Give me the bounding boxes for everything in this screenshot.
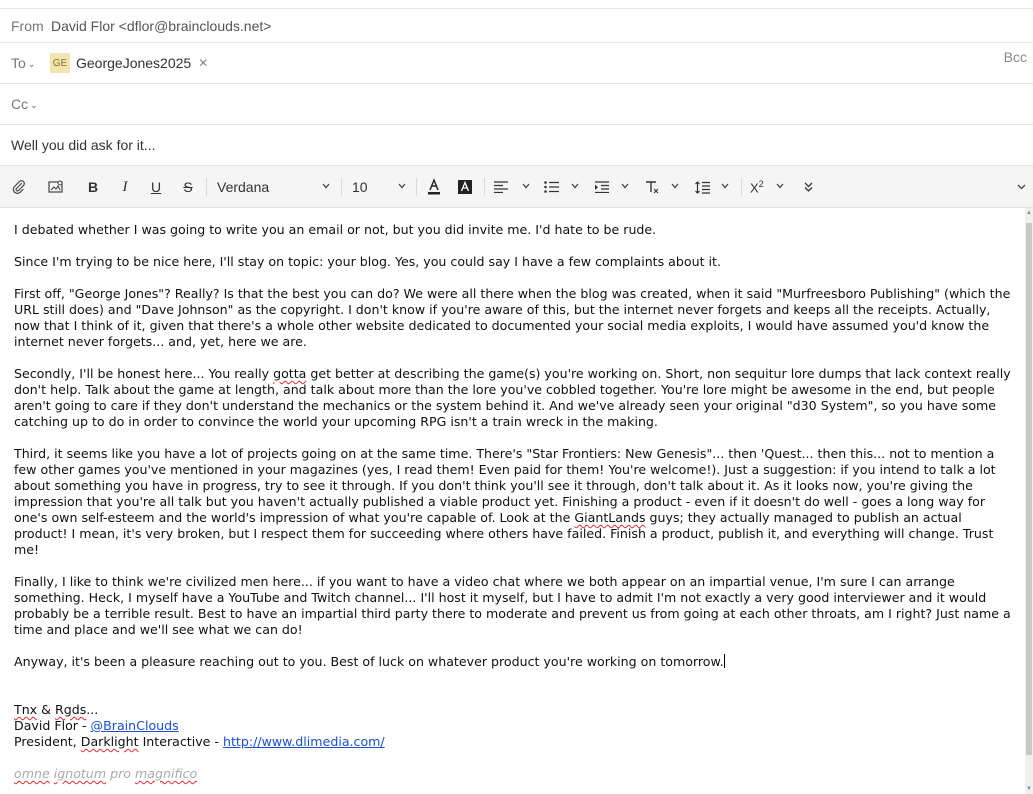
text-color-icon <box>427 178 441 196</box>
chevron-down-icon <box>1017 184 1026 190</box>
toolbar-divider <box>416 178 417 196</box>
body-text: Third, it seems like you have a lot of projects going on at the same time. There's "Star Frontiers: New Genesis"... then 'Quest... then this... not to mention a few other games you've mentioned in your magazines (yes, I read them! Even paid for them! You're welcome!). Just a suggestion: if you intend to talk a lot about something you have in progress, try to see it through. If you don't think you'll see it through, don't talk about it. As it looks now, you're giving the impression that you're all talk but you haven't actually published a viable product yet. Finishing a product - even if it doesn't do well - goes a long way for one's own self-esteem and the world's impression of what you're capable of. Look at the <box>14 446 996 525</box>
misspelled-word[interactable]: GiantLands <box>574 510 646 525</box>
indent-dropdown[interactable] <box>595 166 635 208</box>
misspelled-word[interactable]: Rgds <box>54 702 87 717</box>
signature-name: David Flor - <box>14 718 91 733</box>
to-label: To <box>11 55 26 71</box>
misspelled-word[interactable]: magnifico <box>135 766 198 781</box>
chevron-down-icon <box>322 183 330 189</box>
strikethrough-icon: S <box>183 179 193 195</box>
body-paragraph: I debated whether I was going to write you an email or not, but you did invite me. I'd hate to be rude. <box>14 222 657 237</box>
body-paragraph: Finally, I like to think we're civilized men here... if you want to have a video chat where we both appear on an impartial venue, I'm sure I can arrange something. Heck, I myself have a YouTube and Twitch channel... I'll host it myself, but I have to admit I'm not exactly a very good interviewer and it would probably be a terrible result. Best to have an impartial third party there to moderate and prevent us from going at each other throats, am I right? Just name a time and place and we'll see what we can do! <box>14 574 1011 637</box>
formatting-toolbar <box>0 166 1033 208</box>
from-row <box>0 8 1033 43</box>
body-paragraph <box>14 366 1014 430</box>
chevron-down-icon <box>398 183 406 189</box>
font-family-select[interactable] <box>212 166 334 208</box>
signature-text: pro <box>110 766 131 781</box>
text-cursor <box>724 654 725 668</box>
indent-icon <box>595 181 609 193</box>
chevron-down-icon <box>621 183 629 189</box>
misspelled-word[interactable]: Darklight <box>80 734 139 749</box>
signature-block <box>14 702 1014 782</box>
to-row <box>0 43 1033 84</box>
underline-button[interactable] <box>148 166 164 208</box>
body-text: guys; they actually managed to publish an actual product! I mean, it's very broken, but I respect them for succeeding where others have failed. Finish a product, publish it, and everything will change. Trust me! <box>14 510 994 557</box>
toolbar-divider <box>341 178 342 196</box>
italic-icon: I <box>122 178 128 195</box>
insert-image-button[interactable] <box>47 166 65 208</box>
body-paragraph <box>14 446 1014 558</box>
bullet-list-icon <box>544 181 559 193</box>
superscript-icon: $X^2$ <box>750 178 764 196</box>
chevron-down-icon: ⌄ <box>27 59 36 69</box>
body-text: Anyway, it's been a pleasure reaching out to you. Best of luck on whatever product you're working on tomorrow. <box>14 654 724 669</box>
message-body-editor[interactable] <box>0 208 1033 794</box>
font-size-value: 10 <box>352 179 368 195</box>
from-label: From <box>11 18 44 34</box>
from-value[interactable]: David Flor <dflor@brainclouds.net> <box>51 18 272 34</box>
clear-format-icon <box>645 180 659 194</box>
double-chevron-down-icon <box>804 182 813 192</box>
cc-label: Cc <box>11 96 29 112</box>
body-paragraph <box>14 654 1014 670</box>
align-dropdown[interactable] <box>494 166 534 208</box>
vertical-scrollbar[interactable] <box>1025 208 1033 794</box>
signature-motto <box>14 766 1014 782</box>
subject-input[interactable]: Well you did ask for it... <box>11 137 156 153</box>
handle-link[interactable]: @BrainClouds <box>90 718 179 733</box>
highlight-color-button[interactable] <box>456 166 474 208</box>
recipient-chip[interactable] <box>50 53 208 73</box>
chevron-down-icon <box>721 183 729 189</box>
text-color-button[interactable] <box>425 166 443 208</box>
more-options-button[interactable] <box>800 166 816 208</box>
signature-text: ... <box>86 702 99 717</box>
signature-text: & <box>37 702 55 717</box>
toolbar-divider <box>741 178 742 196</box>
body-paragraph: First off, "George Jones"? Really? Is that the best you can do? We were all there when the blog was created, when it said "Murfreesboro Publishing" (which the URL still does) and "Dave Johnson" as the copyright. I don't know if you're aware of this, but the internet never forgets and keeps all the receipts. Actually, now that I think of it, given that there's a whole other website dedicated to documented your social media exploits, I would have assumed you'd know the internet never forgets... and, yet, here we are. <box>14 286 1011 349</box>
recipient-name: GeorgeJones2025 <box>76 55 192 71</box>
subject-row[interactable] <box>0 125 1033 166</box>
strikethrough-button[interactable] <box>180 166 196 208</box>
chevron-down-icon <box>671 183 679 189</box>
to-dropdown[interactable] <box>11 55 35 71</box>
signature-text: President, <box>14 734 81 749</box>
body-text: Secondly, I'll be honest here... You really <box>14 366 274 381</box>
misspelled-word[interactable]: ignotum <box>53 766 107 781</box>
bold-icon: B <box>87 179 99 195</box>
highlight-icon <box>458 180 472 194</box>
signature-text: Interactive - <box>138 734 223 749</box>
font-family-value: Verdana <box>217 179 270 195</box>
body-paragraph: Since I'm trying to be nice here, I'll stay on topic: your blog. Yes, you could say I have a few complaints about it. <box>14 254 721 269</box>
scrollbar-thumb[interactable] <box>1026 223 1032 755</box>
signature-title-line <box>14 734 1014 750</box>
signature-closing <box>14 702 1014 718</box>
list-dropdown[interactable] <box>544 166 584 208</box>
underline-icon: U <box>150 179 162 195</box>
cc-dropdown[interactable] <box>11 96 38 112</box>
body-text: get better at describing the game(s) you're working on. Short, non sequitur lore dumps that lack context really don't help. Talk about the game at length, and talk about more than the lore you've cobbled together. You're lore might be awesome in the end, but people aren't going to care if they don't understand the mechanics or the system behind it. And we've already seen your original "d30 System", so you have some catching up to do in order to convince the world your upcoming RPG isn't a train wreck in the making. <box>14 366 1011 429</box>
misspelled-word[interactable]: omne <box>14 766 50 781</box>
scroll-down-icon[interactable]: ▼ <box>1026 786 1032 792</box>
italic-button[interactable] <box>117 166 133 208</box>
image-icon <box>48 180 64 194</box>
line-spacing-icon <box>695 181 710 194</box>
bcc-button[interactable]: Bcc <box>1003 49 1027 65</box>
align-left-icon <box>494 181 508 193</box>
chevron-down-icon <box>571 183 579 189</box>
message-content[interactable] <box>14 222 1014 782</box>
misspelled-word[interactable]: gotta <box>273 366 307 381</box>
chevron-down-icon <box>522 183 530 189</box>
clear-format-dropdown[interactable] <box>645 166 685 208</box>
toolbar-collapse-button[interactable] <box>1012 166 1030 208</box>
remove-recipient-icon[interactable]: ✕ <box>198 56 209 70</box>
superscript-dropdown[interactable] <box>750 166 790 208</box>
font-size-select[interactable] <box>346 166 410 208</box>
toolbar-divider <box>484 178 485 196</box>
cc-row[interactable] <box>0 84 1033 125</box>
line-spacing-dropdown[interactable] <box>695 166 735 208</box>
chevron-down-icon <box>776 183 784 189</box>
misspelled-word[interactable]: Tnx <box>14 702 38 717</box>
signature-name-line <box>14 718 1014 734</box>
paperclip-icon <box>12 180 26 194</box>
toolbar-divider <box>206 178 207 196</box>
chevron-down-icon: ⌄ <box>30 100 38 110</box>
recipient-avatar: GE <box>50 53 70 73</box>
scroll-up-icon[interactable]: ▲ <box>1026 210 1032 216</box>
attach-button[interactable] <box>10 166 28 208</box>
website-link[interactable]: http://www.dlimedia.com/ <box>222 734 385 749</box>
bold-button[interactable] <box>85 166 101 208</box>
